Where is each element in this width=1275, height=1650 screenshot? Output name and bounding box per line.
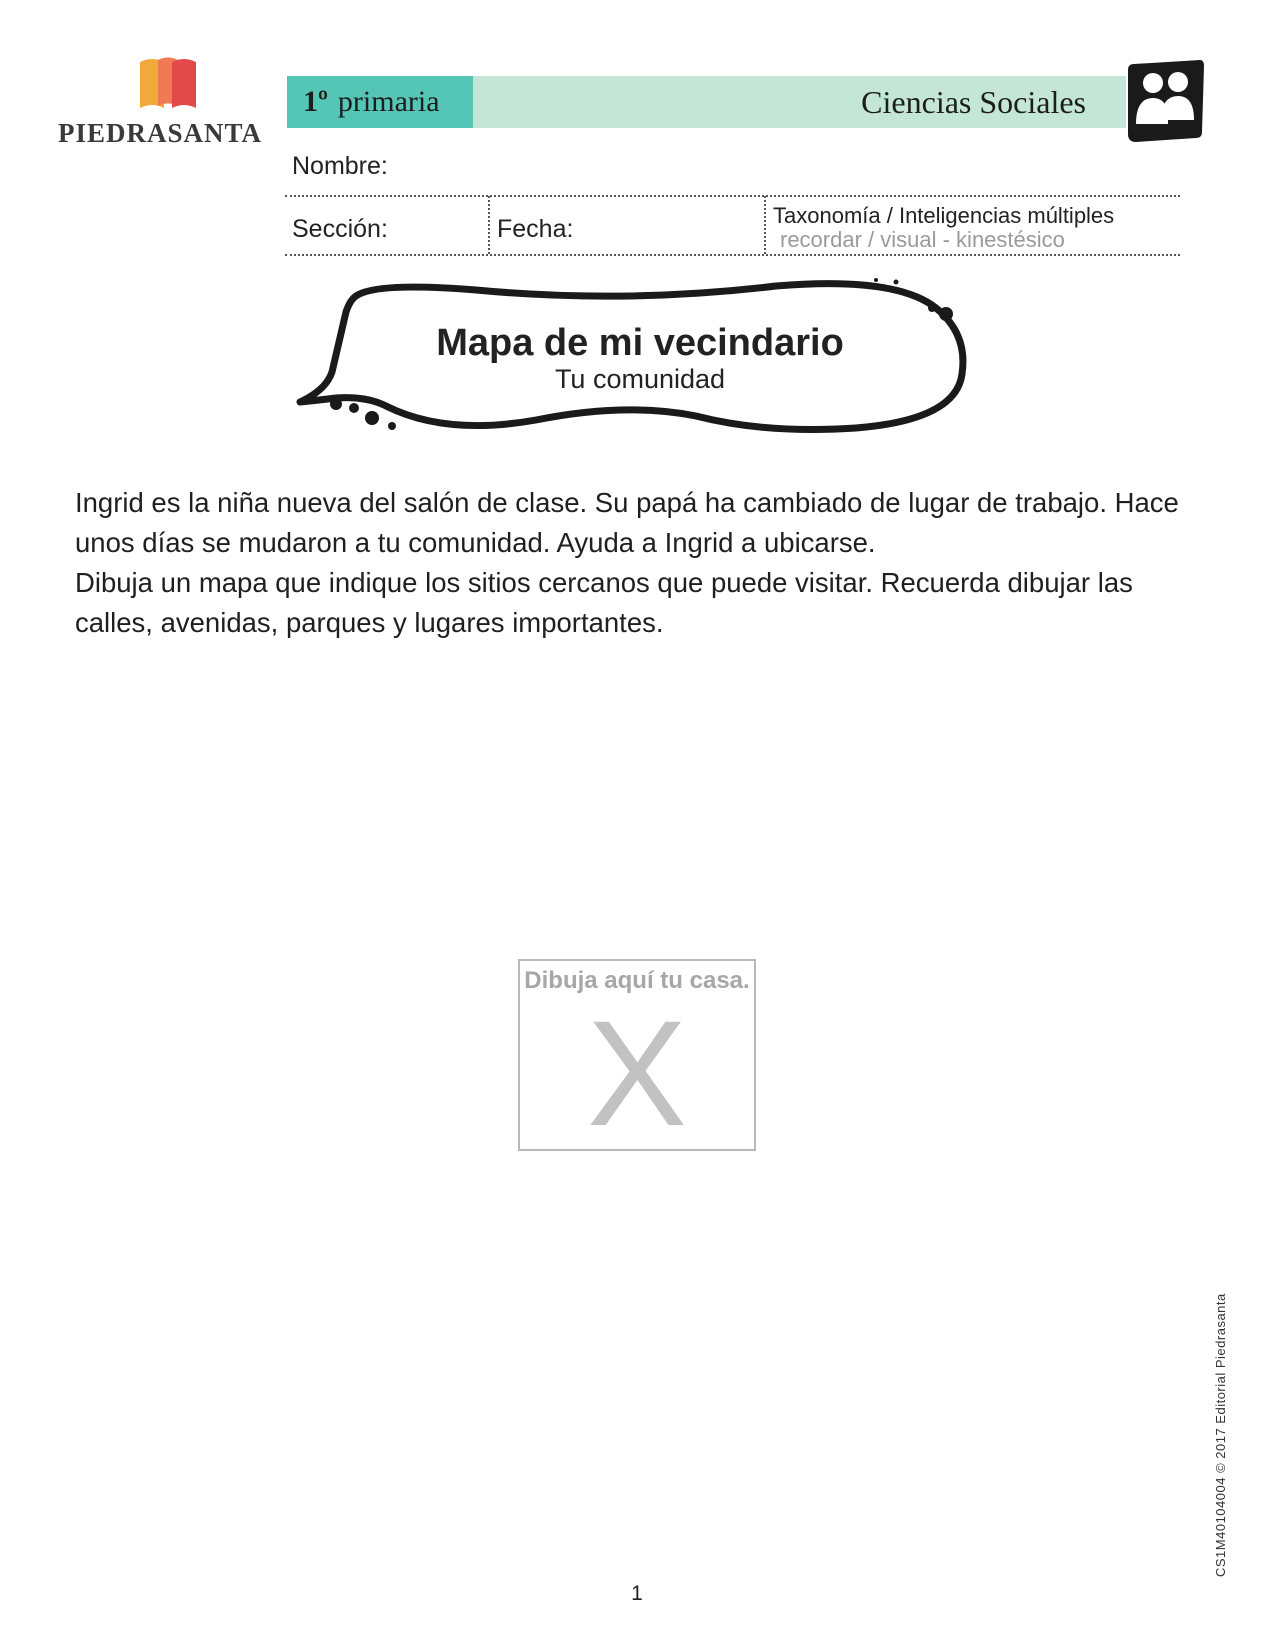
taxonomy-values: recordar / visual - kinestésico — [780, 227, 1065, 252]
grade-label: primaria — [337, 85, 440, 118]
publisher-logo — [58, 56, 283, 156]
subject-bar — [473, 76, 1126, 128]
instructions-paragraph: Ingrid es la niña nueva del salón de clase. Su papá ha cambiado de lugar de trabajo. Hace unos días se mudaron a tu comunidad. Ayuda a Ingrid a ubicarse. — [75, 487, 1179, 558]
draw-box-label: Dibuja aquí tu casa. — [524, 967, 750, 994]
taxonomy-title: Taxonomía / Inteligencias múltiples — [773, 203, 1115, 228]
subject-title: Ciencias Sociales — [861, 83, 1086, 120]
grade-number: 1º — [303, 85, 328, 118]
activity-subtitle: Tu comunidad — [554, 364, 726, 394]
people-icon — [1124, 58, 1206, 144]
x-mark-icon: X — [586, 989, 688, 1157]
divider-line — [285, 254, 1180, 256]
section-label: Sección: — [292, 215, 388, 243]
instructions-paragraph: Dibuja un mapa que indique los sitios cercanos que puede visitar. Recuerda dibujar las calles, avenidas, parques y lugares importantes. — [75, 567, 1133, 638]
name-label: Nombre: — [292, 152, 388, 180]
page-number: 1 — [631, 1582, 643, 1605]
book-logo-icon — [138, 56, 198, 112]
copyright-code: CS1M40104004 © 2017 Editorial Piedrasanta — [1213, 1293, 1228, 1577]
instructions — [75, 483, 1205, 643]
date-label: Fecha: — [497, 215, 574, 243]
grade-bar — [287, 76, 473, 128]
activity-title: Mapa de mi vecindario — [436, 322, 844, 364]
logo-text: PIEDRASANTA — [58, 118, 263, 148]
divider-line — [488, 196, 490, 254]
divider-line — [764, 196, 766, 254]
draw-house-box[interactable] — [518, 959, 756, 1157]
divider-line — [285, 195, 1180, 197]
